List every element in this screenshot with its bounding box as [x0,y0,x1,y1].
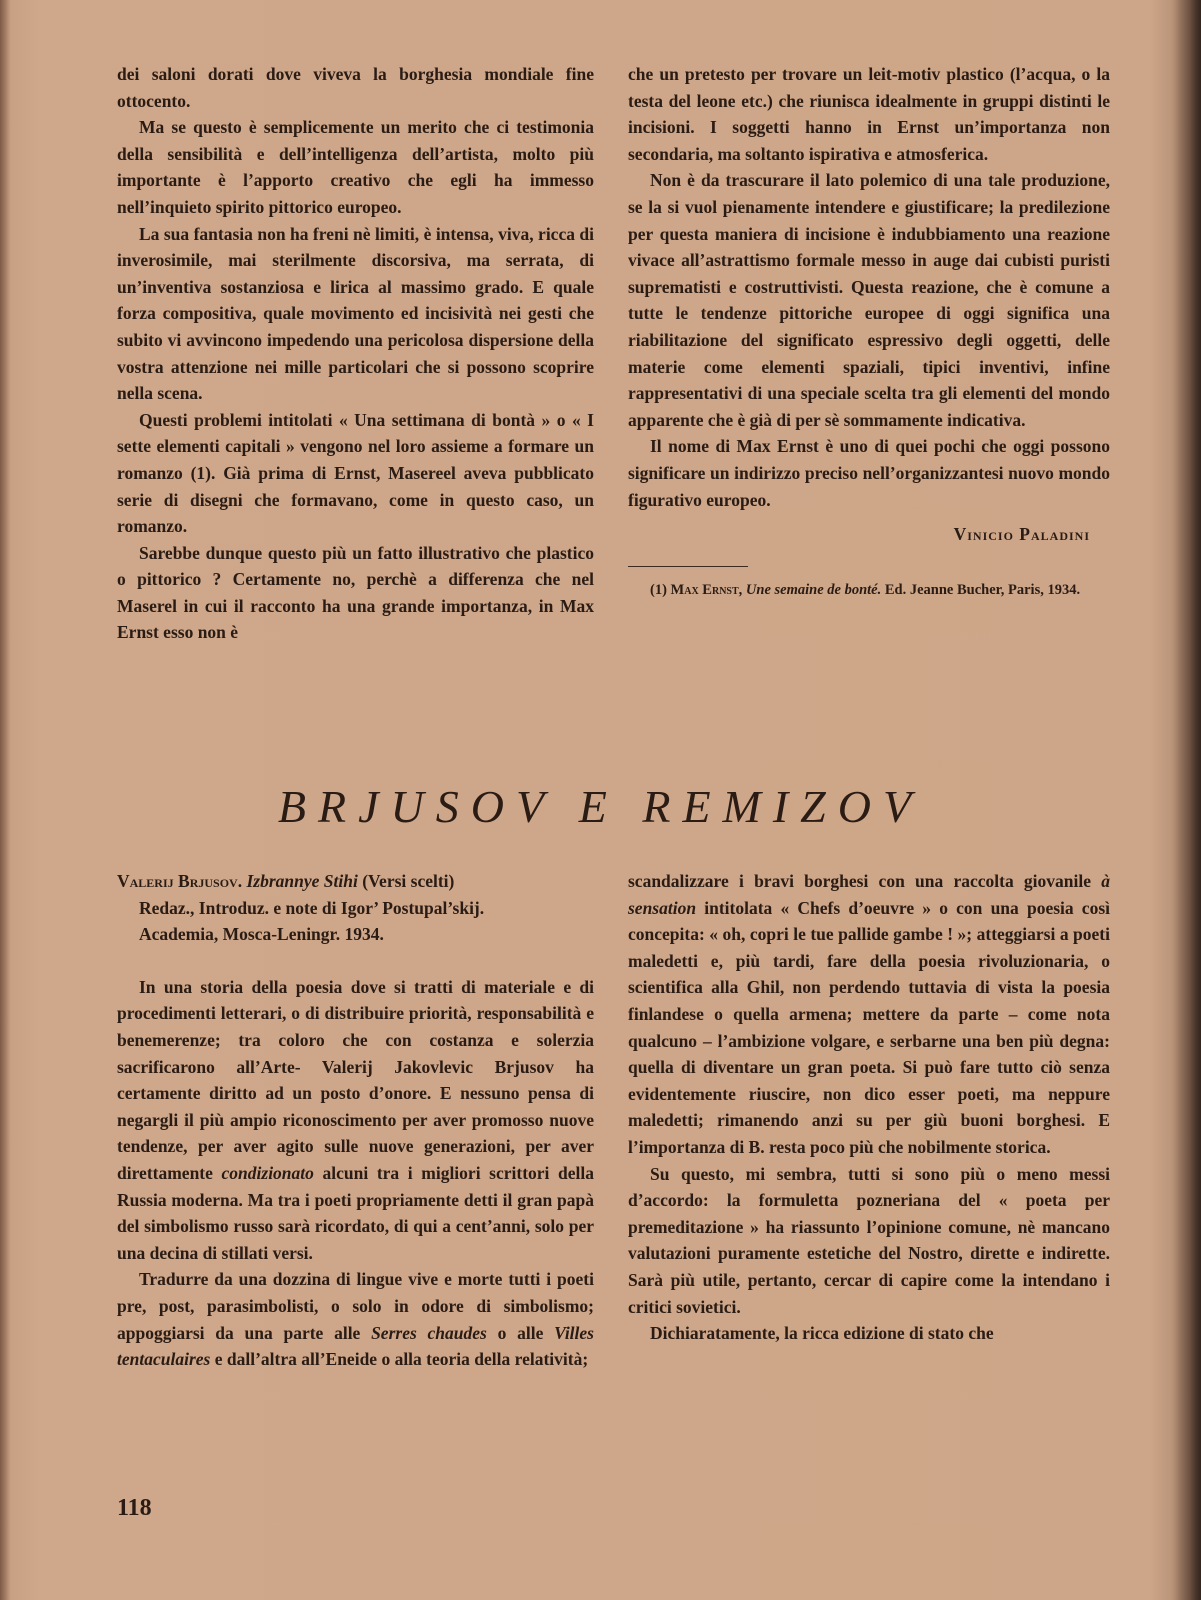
bib-line1-rest: (Versi scelti) [357,871,455,891]
paragraph: Questi problemi intitolati « Una settimana di bontà » o « I sette elementi capitali » vengono nel loro assieme a formare un romanzo (1). Già prima di Ernst, Masereel aveva pubblicato serie di disegni che formavano, come in questo caso, un romanzo. [117,409,594,537]
footnote-author: Max Ernst, [670,581,743,598]
footnote-work: Une semaine de bonté. [745,581,882,598]
paragraph: Il nome di Max Ernst è uno di quei pochi che oggi possono significare un indirizzo preciso nell’organizzantesi nuovo mondo figurativo europeo. [628,436,1110,510]
paragraph: Su questo, mi sembra, tutti si sono più o meno messi d’accordo: la formuletta pozneriana del « poeta per premeditazione » ha riassunto l’opinione comune, nè mancano valutazioni puramente estetiche del Nostro, dirette e indirette. Sarà più utile, pertanto, cercar di capire come la intendano i critici sovietici. [628,1163,1110,1317]
article-title: BRJUSOV E REMIZOV [277,781,924,832]
paragraph: dei saloni dorati dove viveva la borghesia mondiale fine ottocento. [117,64,594,111]
footnote-rest: Ed. Jeanne Bucher, Paris, 1934. [881,581,1081,598]
paragraph: Ma se questo è semplicemente un merito che ci testimonia della sensibilità e dell’intelligenza dell’artista, molto più importante è l’apporto creativo che egli ha immesso nell’inquieto spirito pittorico europeo. [117,117,594,217]
italic-run: Serres chaudes [371,1322,487,1343]
page-number: 118 [117,1495,152,1521]
paragraph: Dichiaratamente, la ricca edizione di stato che [650,1323,994,1344]
footnote-divider [628,566,748,567]
italic-run: condizionato [221,1162,314,1183]
paragraph: che un pretesto per trovare un leit-motiv plastico (l’acqua, o la testa del leone etc.) che riunisca idealmente in gruppi distinti le incisioni. I soggetti hanno in Ernst un’importanza non secondaria, ma soltanto ispirativa e atmosferica. [628,64,1110,164]
column-top-left [117,61,594,646]
paragraph [628,868,1110,1161]
paragraph: Sarebbe dunque questo più un fatto illustrativo che plastico o pittorico ? Certamente no, perchè a differenza che nel Maserel in cui il racconto ha una grande importanza, in Max Ernst esso non è [117,542,594,643]
paragraph [117,974,594,1267]
paragraph: Non è da trascurare il lato polemico di una tale produzione, se la si vuol pienamente intendere e giustificare; la predilezione per questa maniera di incisione è indubbiamento una reazione vivace all’astrattismo formale messo in auge dai cubisti puristi suprematisti e costruttivisti. Questa reazione, che è comune a tutte le tendenze pittoriche europee di oggi significa una riabilitazione del significato espressivo degli oggetti, delle materie come elementi spaziali, tipici inventivi, infine rappresentativi di una speciale scelta tra gli elementi del mondo apparente che è già di per sè sommamente indicativa. [628,170,1110,430]
bib-line3: Academia, Mosca-Leningr. 1934. [139,924,384,945]
column-bottom-right [628,868,1110,1347]
column-bottom-left [117,868,594,1373]
text-run: scandalizzare i bravi borghesi con una raccolta giovanile [628,871,1102,891]
italic-run: à sensation [628,871,1110,918]
text-run: In una storia della poesia dove si tratti di materiale e di procedimenti letterari, o di distribuire priorità, responsabilità e benemerenze; tra coloro che con costanza e solerzia sacrificarono all’Arte- Valerij Jakovlevic Brjusov ha certamente diritto ad un posto d’onore. E nessuno pensa di negargli il più ampio riconoscimento per aver promosso nuove tendenze, per aver agito sulle nuove generazioni, per aver direttamente [117,976,594,1183]
text-run: Tradurre da una dozzina di lingue vive e morte tutti i poeti pre, post, parasimbolisti, o solo in odore di simbolismo; appoggiarsi da una parte alle [117,1269,594,1343]
bib-line2: Redaz., Introduz. e note di Igor’ Postupal’skij. [139,897,485,918]
spacer [117,948,594,974]
text-run: alcuni tra i migliori scrittori della Russia moderna. Ma tra i poeti propriamente detti il gran papà del simbolismo russo sarà ricordato, di qui a cent’anni, solo per una decina di stillati versi. [117,1162,594,1263]
text-run: o alle [486,1322,555,1343]
paragraph [117,1266,594,1372]
bibliographic-entry [117,868,594,948]
italic-run: Villes tentaculaires [117,1322,594,1370]
paragraph: La sua fantasia non ha freni nè limiti, è intensa, viva, ricca di inverosimile, mai sterilmente discorsiva, ma serrata, di un’inventiva sostanziosa e lirica al massimo grado. E quale forza compositiva, quale movimento ed incisività nei gesti che subito vi avvincono impedendo una pericolosa dispersione della vostra attenzione nei mille particolari che si possono scoprire nella scena. [117,223,594,404]
text-run: e dall’altra all’Eneide o alla teoria della relatività; [210,1349,589,1370]
bib-author: Valerij Brjusov. [117,871,243,891]
right-page-edge [1171,0,1201,1600]
author-signature: Vinicio Paladini [953,524,1090,545]
footnote [628,581,1110,599]
footnote-marker: (1) [650,581,671,598]
text-run: intitolata « Chefs d’oeuvre » o con una poesia così concepita: « oh, copri le tue pallide gambe ! »; atteggiarsi a poeti maledetti e, più tardi, fare della poesia rivoluzionaria, o scientifica alla Ghil, non perdendo tuttavia di vista la poesia finlandese o quella armena; mettere da parte – come nota qualcuno – l’ambizione volgare, e serbarne una ben più degna: quella di diventare un gran poeta. Si può fare tutto ciò senza evidentemente riuscire, non dico esser poeti, ma neppure maledetti; rimanendo anzi su per giù buoni borghesi. E l’importanza di B. resta poco più che nobilmente storica. [628,897,1110,1157]
bib-work: Izbrannye Stihi [246,871,358,891]
column-top-right [628,61,1110,599]
